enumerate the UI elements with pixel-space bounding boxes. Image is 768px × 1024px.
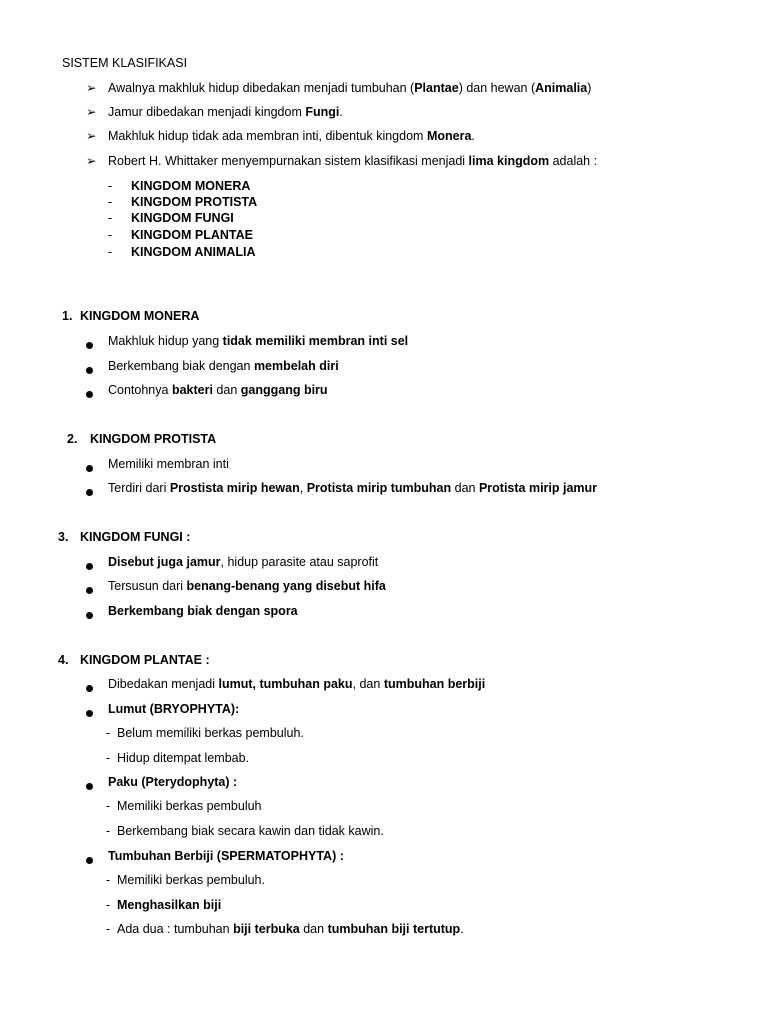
text-run: dan <box>212 383 241 397</box>
bold-text-run: lima kingdom <box>468 154 550 168</box>
bold-text-run: tumbuhan berbiji <box>383 677 486 691</box>
section-number: 4. <box>58 653 69 667</box>
monera-bullet <box>108 358 339 374</box>
berbiji-item <box>117 921 464 937</box>
fungi-bullet <box>108 554 378 570</box>
bullet-marker <box>86 337 93 353</box>
lumut-item <box>117 725 304 741</box>
bold-text-run: ganggang biru <box>240 383 328 397</box>
bullet-dot-icon <box>86 563 93 570</box>
bold-text-run: Fungi <box>305 105 340 119</box>
bullet-marker <box>86 460 93 476</box>
text-run: . <box>460 922 464 936</box>
bullet-marker <box>86 558 93 574</box>
bullet-dot-icon <box>86 612 93 619</box>
plantae-subheading-lumut <box>108 701 239 717</box>
bullet-marker <box>86 705 93 721</box>
text-run: Awalnya makhluk hidup dibedakan menjadi tumbuhan ( <box>108 81 415 95</box>
monera-bullet <box>108 333 408 349</box>
text-run: Memiliki berkas pembuluh. <box>117 873 265 887</box>
text-run: Memiliki berkas pembuluh <box>117 799 262 813</box>
text-run: Makhluk hidup tidak ada membran inti, dibentuk kingdom <box>108 129 427 143</box>
bold-text-run: benang-benang yang disebut hifa <box>186 579 386 593</box>
text-run: Berkembang biak secara kawin dan tidak kawin. <box>117 824 384 838</box>
dash-marker: - <box>106 922 111 936</box>
bullet-marker <box>86 582 93 598</box>
plantae-subheading-paku <box>108 774 237 790</box>
dash-marker: - <box>106 751 111 765</box>
berbiji-item <box>117 897 221 913</box>
dash-marker: - <box>106 873 111 887</box>
dash-marker: - <box>108 245 113 259</box>
bold-text-run: bakteri <box>171 383 213 397</box>
berbiji-item <box>117 872 265 888</box>
arrow-bullet-icon: ➢ <box>86 154 97 168</box>
text-run: ) dan hewan ( <box>458 81 536 95</box>
plantae-subheading-berbiji <box>108 848 344 864</box>
kingdom-list-item: KINGDOM FUNGI <box>131 211 234 225</box>
section-heading-monera: KINGDOM MONERA <box>80 309 200 323</box>
dash-marker: - <box>108 228 113 242</box>
text-run: ) <box>587 81 592 95</box>
fungi-bullet <box>108 578 386 594</box>
bold-text-run: tidak memiliki membran inti sel <box>222 334 409 348</box>
section-number: 1. <box>62 309 73 323</box>
bold-text-run: Protista mirip tumbuhan <box>306 481 452 495</box>
protista-bullet <box>108 480 597 496</box>
text-run: dan <box>299 922 328 936</box>
bullet-dot-icon <box>86 367 93 374</box>
bullet-marker <box>86 362 93 378</box>
text-run: dan <box>451 481 479 495</box>
bullet-marker <box>86 852 93 868</box>
intro-bullet <box>86 80 100 96</box>
bold-text-run: tumbuhan biji tertutup <box>327 922 461 936</box>
bold-text-run: Lumut (BRYOPHYTA): <box>108 702 240 716</box>
bullet-dot-icon <box>86 391 93 398</box>
text-run: , hidup parasite atau saprofit <box>220 555 379 569</box>
text-run: adalah : <box>549 154 598 168</box>
text-run: Jamur dibedakan menjadi kingdom <box>108 105 306 119</box>
bold-text-run: Prostista mirip hewan <box>169 481 300 495</box>
dash-marker: - <box>106 824 111 838</box>
arrow-bullet-icon: ➢ <box>86 129 97 143</box>
text-run: Dibedakan menjadi <box>108 677 219 691</box>
lumut-item <box>117 750 249 766</box>
bullet-dot-icon <box>86 710 93 717</box>
dash-marker: - <box>108 179 113 193</box>
dash-marker: - <box>108 211 113 225</box>
bullet-marker <box>86 386 93 402</box>
bold-text-run: Menghasilkan biji <box>117 898 222 912</box>
bold-text-run: biji terbuka <box>233 922 300 936</box>
bold-text-run: Protista mirip jamur <box>478 481 598 495</box>
intro-bullet-text <box>108 153 597 169</box>
dash-marker: - <box>106 726 111 740</box>
text-run: . <box>471 129 475 143</box>
text-run: Berkembang biak dengan <box>108 359 254 373</box>
intro-bullet-text <box>108 128 475 144</box>
bold-text-run: lumut, tumbuhan paku <box>218 677 353 691</box>
bold-text-run: Paku (Pterydophyta) : <box>108 775 238 789</box>
bullet-dot-icon <box>86 685 93 692</box>
plantae-bullet <box>108 676 485 692</box>
protista-bullet <box>108 456 229 472</box>
section-heading-plantae: KINGDOM PLANTAE : <box>80 653 210 667</box>
dash-marker: - <box>106 898 111 912</box>
bold-text-run: membelah diri <box>253 359 339 373</box>
text-run: Robert H. Whittaker menyempurnakan sistem klasifikasi menjadi <box>108 154 469 168</box>
bold-text-run: Animalia <box>535 81 588 95</box>
bullet-dot-icon <box>86 857 93 864</box>
section-heading-protista: KINGDOM PROTISTA <box>90 432 217 446</box>
dash-marker: - <box>108 195 113 209</box>
kingdom-list-item: KINGDOM PLANTAE <box>131 228 253 242</box>
paku-item <box>117 823 384 839</box>
paku-item <box>117 798 262 814</box>
text-run: Hidup ditempat lembab. <box>117 751 250 765</box>
bold-text-run: Monera <box>426 129 472 143</box>
text-run: Makhluk hidup yang <box>108 334 223 348</box>
bullet-dot-icon <box>86 465 93 472</box>
text-run: , <box>299 481 307 495</box>
section-number: 3. <box>58 530 69 544</box>
intro-bullet-text <box>108 104 343 120</box>
bold-text-run: Tumbuhan Berbiji (SPERMATOPHYTA) : <box>108 849 344 863</box>
monera-bullet <box>108 382 328 398</box>
bullet-marker <box>86 778 93 794</box>
bullet-marker <box>86 484 93 500</box>
bullet-dot-icon <box>86 342 93 349</box>
section-number: 2. <box>67 432 78 446</box>
text-run: , dan <box>352 677 384 691</box>
dash-marker: - <box>106 799 111 813</box>
bold-text-run: Disebut juga jamur <box>108 555 221 569</box>
text-run: Tersusun dari <box>108 579 187 593</box>
arrow-bullet-icon: ➢ <box>86 105 97 119</box>
intro-bullet <box>86 128 100 144</box>
intro-bullet-text <box>108 80 591 96</box>
fungi-bullet <box>108 603 298 619</box>
bullet-marker <box>86 607 93 623</box>
text-run: Contohnya <box>108 383 172 397</box>
bullet-dot-icon <box>86 489 93 496</box>
intro-bullet <box>86 104 100 120</box>
arrow-bullet-icon: ➢ <box>86 81 97 95</box>
kingdom-list-item: KINGDOM PROTISTA <box>131 195 258 209</box>
bullet-dot-icon <box>86 783 93 790</box>
document-title: SISTEM KLASIFIKASI <box>62 56 188 70</box>
kingdom-list-item: KINGDOM ANIMALIA <box>131 245 256 259</box>
text-run: Belum memiliki berkas pembuluh. <box>117 726 304 740</box>
bold-text-run: Plantae <box>414 81 459 95</box>
bullet-dot-icon <box>86 587 93 594</box>
intro-bullet <box>86 153 100 169</box>
section-heading-fungi: KINGDOM FUNGI : <box>80 530 191 544</box>
text-run: Ada dua : tumbuhan <box>117 922 234 936</box>
text-run: Terdiri dari <box>108 481 170 495</box>
bold-text-run: Berkembang biak dengan spora <box>108 604 298 618</box>
kingdom-list-item: KINGDOM MONERA <box>131 179 251 193</box>
text-run: Memiliki membran inti <box>108 457 229 471</box>
bullet-marker <box>86 680 93 696</box>
text-run: . <box>339 105 343 119</box>
